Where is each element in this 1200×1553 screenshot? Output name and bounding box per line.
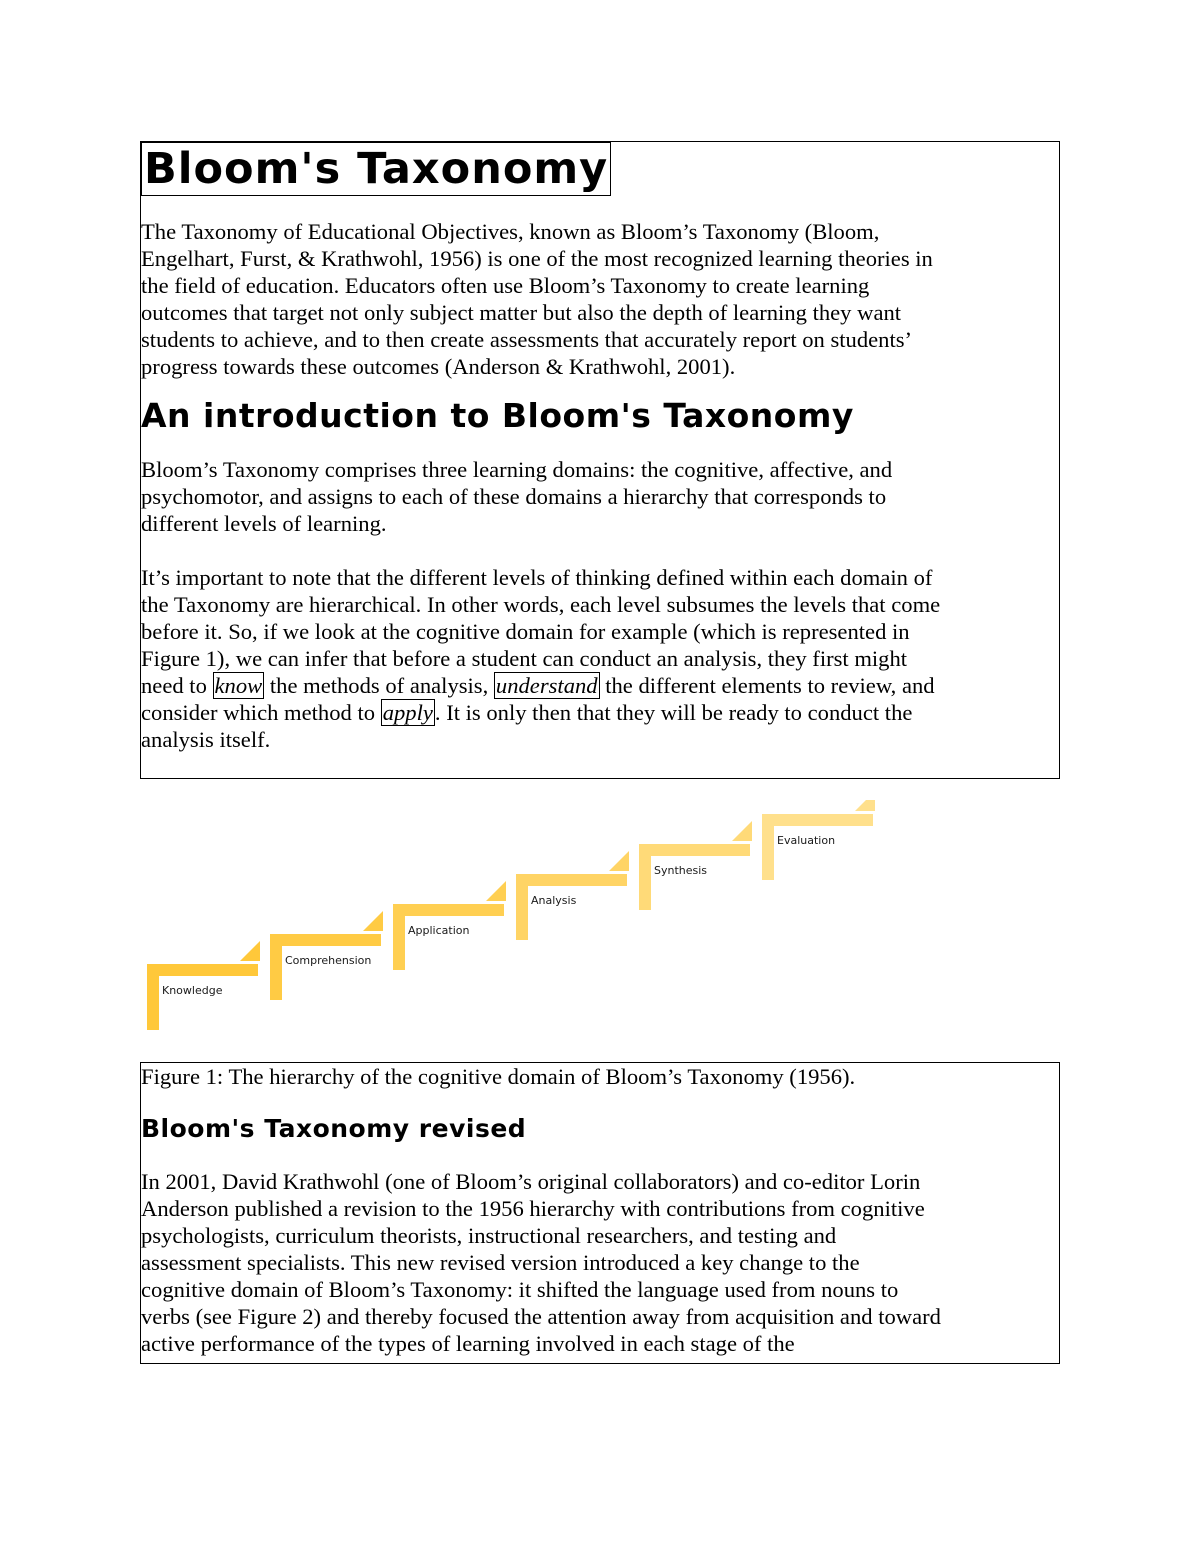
text-line: active performance of the types of learning involved in each stage of the (141, 1331, 795, 1356)
step-synthesis (639, 821, 752, 910)
step-riser (393, 904, 405, 970)
text-line: cognitive domain of Bloom’s Taxonomy: it shifted the language used from nouns to (141, 1277, 899, 1302)
step-riser (516, 874, 528, 940)
content-frame-top (140, 141, 1060, 779)
step-tread (147, 964, 258, 976)
text-fragment: need to (141, 673, 213, 698)
text-line: outcomes that target not only subject matter but also the depth of learning they want (141, 300, 902, 325)
text-line: Anderson published a revision to the 1956 hierarchy with contributions from cognitive (141, 1196, 925, 1221)
keyword-understand: understand (495, 673, 598, 698)
step-application (393, 881, 506, 970)
step-arrow (609, 851, 629, 871)
text-fragment: . It is only then that they will be ready to conduct the (434, 700, 913, 725)
text-line: before it. So, if we look at the cognitive domain for example (which is represented in (141, 619, 910, 644)
text-fragment: the methods of analysis, (264, 673, 494, 698)
step-label: Knowledge (162, 984, 223, 997)
text-line: analysis itself. (141, 727, 271, 752)
text-line: assessment specialists. This new revised version introduced a key change to the (141, 1250, 860, 1275)
step-tread (516, 874, 627, 886)
step-arrow (363, 911, 383, 931)
step-evaluation (762, 800, 875, 880)
text-line: different levels of learning. (141, 511, 387, 536)
step-label: Comprehension (285, 954, 372, 967)
section-heading-introduction: An introduction to Bloom's Taxonomy (141, 396, 854, 435)
text-fragment: consider which method to (141, 700, 381, 725)
text-line: It’s important to note that the different levels of thinking defined within each domain of (141, 565, 933, 590)
step-riser (270, 934, 282, 1000)
step-label: Evaluation (777, 834, 836, 847)
cognitive-hierarchy-figure (140, 800, 900, 1040)
hierarchy-paragraph (141, 564, 1059, 753)
text-line (141, 699, 1059, 726)
step-label: Analysis (531, 894, 577, 907)
step-arrow (855, 800, 875, 811)
text-fragment: the different elements to review, and (599, 673, 935, 698)
section-heading-revised: Bloom's Taxonomy revised (141, 1114, 527, 1143)
step-tread (270, 934, 381, 946)
content-frame-bottom (140, 1062, 1060, 1364)
text-line (141, 672, 1059, 699)
step-label: Synthesis (654, 864, 708, 877)
keyword-apply: apply (382, 700, 433, 725)
step-tread (762, 814, 873, 826)
text-line: progress towards these outcomes (Anderson & Krathwohl, 2001). (141, 354, 736, 379)
text-line: the Taxonomy are hierarchical. In other words, each level subsumes the levels that come (141, 592, 941, 617)
text-line: psychologists, curriculum theorists, instructional researchers, and testing and (141, 1223, 837, 1248)
step-riser (762, 814, 774, 880)
text-line: verbs (see Figure 2) and thereby focused the attention away from acquisition and toward (141, 1304, 941, 1329)
text-line: Engelhart, Furst, & Krathwohl, 1956) is one of the most recognized learning theories in (141, 246, 933, 271)
step-arrow (486, 881, 506, 901)
step-tread (639, 844, 750, 856)
step-riser (639, 844, 651, 910)
step-label: Application (408, 924, 470, 937)
step-knowledge (147, 941, 260, 1030)
step-arrow (732, 821, 752, 841)
text-line: the field of education. Educators often use Bloom’s Taxonomy to create learning (141, 273, 870, 298)
step-comprehension (270, 911, 383, 1000)
figure-caption: Figure 1: The hierarchy of the cognitive domain of Bloom’s Taxonomy (1956). (141, 1064, 856, 1089)
step-riser (147, 964, 159, 1030)
intro-domains-paragraph (141, 456, 1059, 537)
text-line: The Taxonomy of Educational Objectives, known as Bloom’s Taxonomy (Bloom, (141, 219, 880, 244)
step-arrow (240, 941, 260, 961)
intro-paragraph (141, 218, 1059, 380)
revised-paragraph (141, 1168, 1059, 1357)
text-line: Figure 1), we can infer that before a student can conduct an analysis, they first might (141, 646, 908, 671)
text-line: students to achieve, and to then create assessments that accurately report on students’ (141, 327, 913, 352)
step-analysis (516, 851, 629, 940)
text-line: psychomotor, and assigns to each of these domains a hierarchy that corresponds to (141, 484, 887, 509)
keyword-know: know (214, 673, 263, 698)
page-title: Bloom's Taxonomy (141, 142, 611, 196)
text-line: Bloom’s Taxonomy comprises three learning domains: the cognitive, affective, and (141, 457, 893, 482)
step-tread (393, 904, 504, 916)
text-line: In 2001, David Krathwohl (one of Bloom’s original collaborators) and co-editor Lorin (141, 1169, 921, 1194)
